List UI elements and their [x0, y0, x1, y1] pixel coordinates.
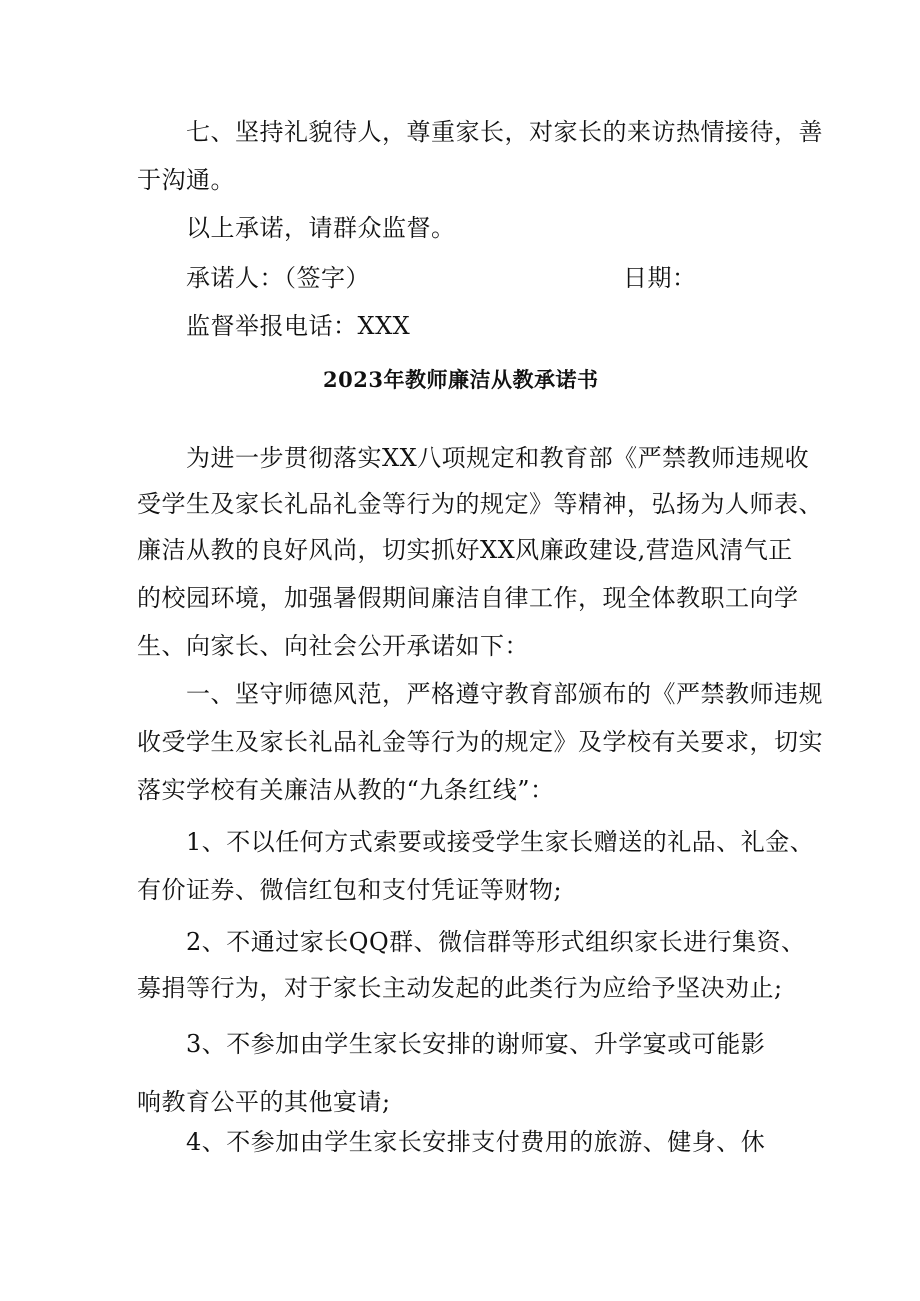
intro-line: 生、向家长、向社会公开承诺如下：	[137, 632, 529, 660]
section1-line: 落实学校有关廉洁从教的“九条红线”：	[137, 776, 555, 804]
item2-line: 募捐等行为，对于家长主动发起的此类行为应给予坚决劝止;	[137, 974, 783, 1002]
item7-line2: 于沟通。	[137, 166, 235, 194]
item7-line1: 七、坚持礼貌待人，尊重家长，对家长的来访热情接待，善	[186, 118, 823, 146]
item2-line: 2、不通过家长QQ群、微信群等形式组织家长进行集资、	[186, 928, 806, 956]
intro-line: 为进一步贯彻落实XX八项规定和教育部《严禁教师违规收	[186, 444, 810, 472]
closing-text: 以上承诺，请群众监督。	[186, 214, 456, 242]
signer-label: 承诺人：（签字）	[186, 264, 370, 292]
section1-line: 一、坚守师德风范，严格遵守教育部颁布的《严禁教师违规	[186, 680, 823, 708]
item1-line: 有价证券、微信红包和支付凭证等财物;	[137, 876, 563, 904]
item1-line: 1、不以任何方式索要或接受学生家长赠送的礼品、礼金、	[186, 828, 815, 856]
item3-line: 3、不参加由学生家长安排的谢师宴、升学宴或可能影	[186, 1030, 766, 1058]
intro-line: 受学生及家长礼品礼金等行为的规定》等精神，弘扬为人师表、	[137, 490, 823, 518]
section1-line: 收受学生及家长礼品礼金等行为的规定》及学校有关要求，切实	[137, 728, 823, 756]
intro-line: 廉洁从教的良好风尚，切实抓好XX风廉政建设,营造风清气正	[137, 536, 793, 564]
item3-line: 响教育公平的其他宴请;	[137, 1088, 391, 1116]
phone-label: 监督举报电话：XXX	[186, 312, 411, 340]
page-title: 2023年教师廉洁从教承诺书	[323, 367, 599, 392]
item4-line: 4、不参加由学生家长安排支付费用的旅游、健身、休	[186, 1128, 766, 1156]
date-label: 日期：	[623, 264, 697, 292]
intro-line: 的校园环境，加强暑假期间廉洁自律工作，现全体教职工向学	[137, 584, 799, 612]
